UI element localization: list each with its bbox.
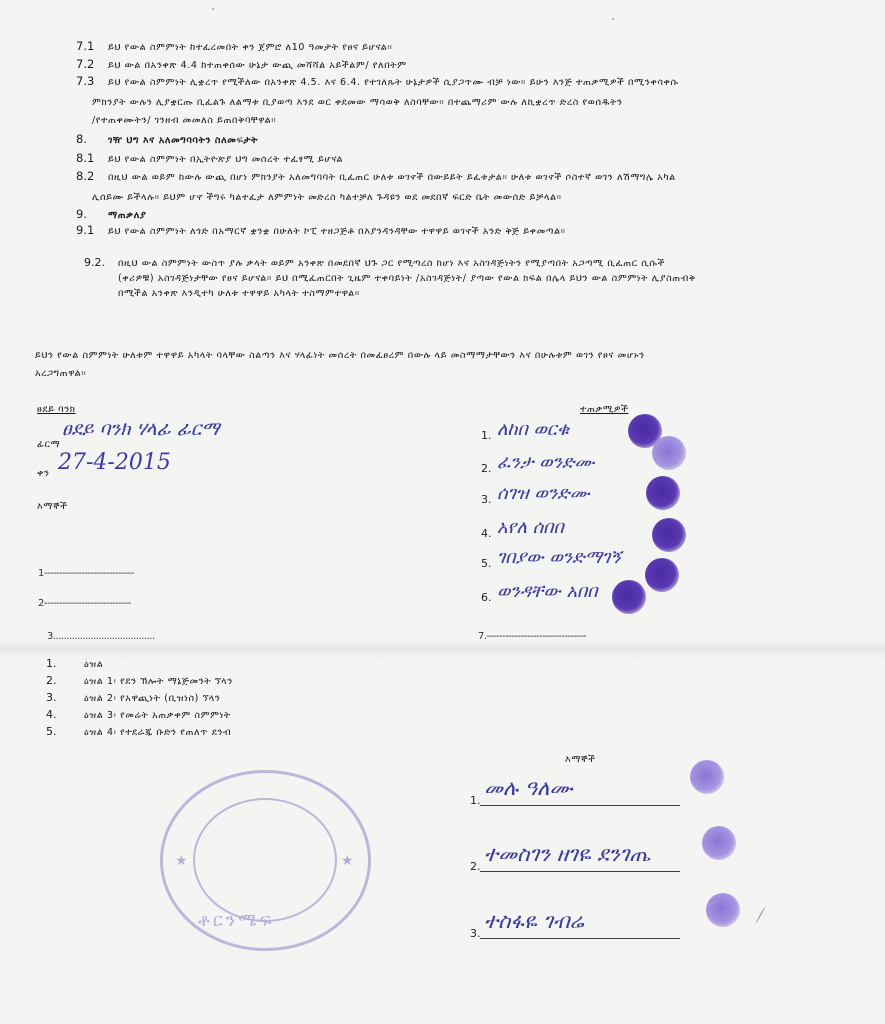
witness-signature: ተስፋዬ ገብሬ <box>484 909 584 933</box>
clause-92-line: በሚችል አንቀጽ እንዲተካ ሁለቱ ተዋዋይ አካላት ተስማምተዋል። <box>118 288 360 299</box>
clause-number: 7.3 <box>76 74 95 88</box>
signer-signature: ገበያው ወንድማገኝ <box>497 547 621 568</box>
signer-line: 7.-------------------------------- <box>478 631 587 642</box>
witnesses-label: እማኞች <box>37 501 68 512</box>
witness-underline <box>480 871 680 872</box>
clause-text: ይህ የውል ስምምነት በኢትዮጵያ ህግ መሰረት ተፈፃሚ ይሆናል <box>108 154 344 165</box>
thumbprint-icon <box>645 558 679 592</box>
attachment-text: ዕዝል 4፡ የተደራጁ ቡድን የጠለጥ ደንብ <box>84 727 232 738</box>
clause-number: 9. <box>76 207 87 221</box>
signature-label: ፊርማ <box>37 439 61 450</box>
signer-signature: ለከበ ወርቁ <box>497 419 570 440</box>
signer-signature: ወንዳቸው አበበ <box>497 581 598 602</box>
clause-text: ማጠቃለያ <box>108 210 147 221</box>
signer-number: 6. <box>481 591 492 604</box>
clause-text: ሊሰይሙ ይችላሉ። ይህም ሆኖ ችግሩ ካልተፈታ ለምምነት መድረስ ካልተቻለ ጉዳዩን ወደ መደበኛ ፍርድ ቤት መውሰድ ይቻላል። <box>92 192 562 203</box>
seal-star-icon: ★ <box>175 853 188 869</box>
witness-underline <box>480 938 680 939</box>
signer-number: 3. <box>481 493 492 506</box>
witness-number: 1. <box>470 794 481 807</box>
bank-signature: ፀደይ ባንክ ሃላፊ ፊርማ <box>62 418 220 440</box>
seal-star-icon: ★ <box>341 853 354 869</box>
thumbprint-icon <box>612 580 646 614</box>
clause-text: ይህ የውል ስምምነት ከተፈረመበት ቀን ጀምሮ ለ10 ዓመታት የፀና ይሆናል። <box>108 42 393 53</box>
attachment-number: 2. <box>46 674 57 687</box>
thumbprint-icon <box>646 476 680 510</box>
thumbprint-icon <box>652 436 686 470</box>
thumbprint-icon <box>652 518 686 552</box>
attachment-text: ዕዝል 1፡ የደን ኽሎት ማኔጅመንት ኘላን <box>84 676 233 687</box>
bank-heading: ፀደይ ባንክ <box>37 404 76 415</box>
clause-text: ይህ የውል ስምምነት ሊቋረጥ የሚችለው በአንቀጽ 4.5. እና 6.4. የተገለጹት ሁኔታዎች ሲያጋጥሙ ብቻ ነው። ይሁን እንጅ ተጠቃሚዎች በሚንቀሳቀሱ <box>108 77 679 88</box>
attachment-text: ዕዝል 2፡ የአዋጪነት (ቢዝነስ) ኘላን <box>84 693 221 704</box>
seal-text: ቶርንሜፍ <box>198 910 275 931</box>
clause-text: በዚህ ውል ወይም ከውሉ ውጪ በሆነ ምክንያት አለመግባባት ቢፈጠር ሁለቱ ወገኖች በውይይት ይፈቱታል። ሁለቱ ወገኖች ሶስተኛ ወገን ለሽማግሌ አካል <box>108 172 676 183</box>
attachment-number: 5. <box>46 725 57 738</box>
clause-number: 7.1 <box>76 39 95 53</box>
paper-fold <box>0 640 885 658</box>
signer-signature: ፈንታ ወንድሙ <box>497 452 595 473</box>
closing-statement: ይህን የውል ስምምነት ሁለቱም ተዋዋይ አካላት ባላቸው ስልጣን እና ሃላፊነት መሰረት በመፈፀረም በውሉ ላይ መስማማታቸውን እና በሁሉቱም ወገን የፀና መሆኑን <box>35 350 645 361</box>
witness-signature: መሉ ዓለሙ <box>484 776 573 800</box>
thumbprint-icon <box>706 893 740 927</box>
signer-number: 1. <box>481 429 492 442</box>
seal-inner-ring <box>193 798 337 922</box>
clause-text: ይህ የውል ስምምነት ለጎድ በአማርኛ ቋንቋ በሁለት ኮፒ ተዘጋጅቶ በእያንዳንዳቸው ተዋዋይ ወገኖች አንድ ቅጅ ይቀመጣል። <box>108 226 566 237</box>
clause-number: 8.1 <box>76 151 95 165</box>
signing-date: 27-4-2015 <box>58 450 171 475</box>
clause-number: 8. <box>76 132 87 146</box>
witness-number: 3. <box>470 927 481 940</box>
thumbprint-icon <box>702 826 736 860</box>
clause-number: 8.2 <box>76 169 95 183</box>
clause-text: ይህ ውል በአንቀጽ 4.4 ከተጠቀሰው ሁኔታ ውጪ መሻሻል አይችልም/ የለበትም <box>108 60 407 71</box>
closing-statement: አረጋግጠዋል። <box>35 368 87 379</box>
signer-signature: ሰገዝ ወንድሙ <box>497 483 590 504</box>
official-seal <box>160 770 371 951</box>
witness-underline <box>480 805 680 806</box>
clause-text: ምክንያት ውሉን ሊያቋርጡ ቢፈልጉ ለልማቱ ቢያወጣ እንደ ወር ቀደመው ማሳወቅ ለስባቸው። በተጨማሪም ውሉ ለኪቋረጥ ድረስ የወሰዱትን <box>92 97 623 108</box>
witness-line: 3...................................... <box>47 631 155 642</box>
witness-line: 2---------------------------- <box>38 598 131 609</box>
clause-text: ገዥ ህግ እና አለመግባባትን ስለመፍታት <box>108 135 259 146</box>
witness-number: 2. <box>470 860 481 873</box>
signer-number: 5. <box>481 557 492 570</box>
signer-number: 2. <box>481 462 492 475</box>
clause-92-line: በዚህ ውል ስምምነት ውስጥ ያሉ ቃላት ወይም አንቀጽ በመደበኛ ህጉ ጋር የሚጣረስ ከሆነ እና አስገዳጅነትን የሚያጣበት አጋጣሚ ቢፈጠር ሲሱች <box>118 258 665 269</box>
clause-number: 7.2 <box>76 57 95 71</box>
beneficiaries-heading: ተጠቃሚዎች <box>580 404 629 415</box>
witness-signature: ተመስገን ዘገዬ ደንገጤ <box>484 842 651 866</box>
attachment-number: 3. <box>46 691 57 704</box>
clause-number: 9.2. <box>84 256 105 269</box>
clause-text: /የተጠቀሙትን/ ገንዘብ መመለስ ይጠበቅባቸዋል። <box>92 115 277 126</box>
bottom-witnesses-label: እማኞች <box>565 754 596 765</box>
attachment-number: 1. <box>46 657 57 670</box>
date-label: ቀን <box>37 468 50 479</box>
attachment-number: 4. <box>46 708 57 721</box>
thumbprint-icon <box>690 760 724 794</box>
clause-92-line: (ቀሪዎቹ) አስገዳጅነታቸው የፀና ይሆናል። ይህ በሚፈጠርበት ጊዜም ተቀባይነት /አስገዳጅነት/ ያጣው የውል ክፍል በሌላ ይህን ውል ስምምነት ሊያስጠብቅ <box>118 273 696 284</box>
signer-signature: አየለ ሰበበ <box>497 517 564 538</box>
signer-number: 4. <box>481 527 492 540</box>
attachment-text: ዕዝል 3፡ የመሬት አጠቃቀም ስምምነት <box>84 710 231 721</box>
clause-number: 9.1 <box>76 223 95 237</box>
witness-line: 1----------------------------- <box>38 568 135 579</box>
attachment-text: ዕዝል <box>84 659 104 670</box>
